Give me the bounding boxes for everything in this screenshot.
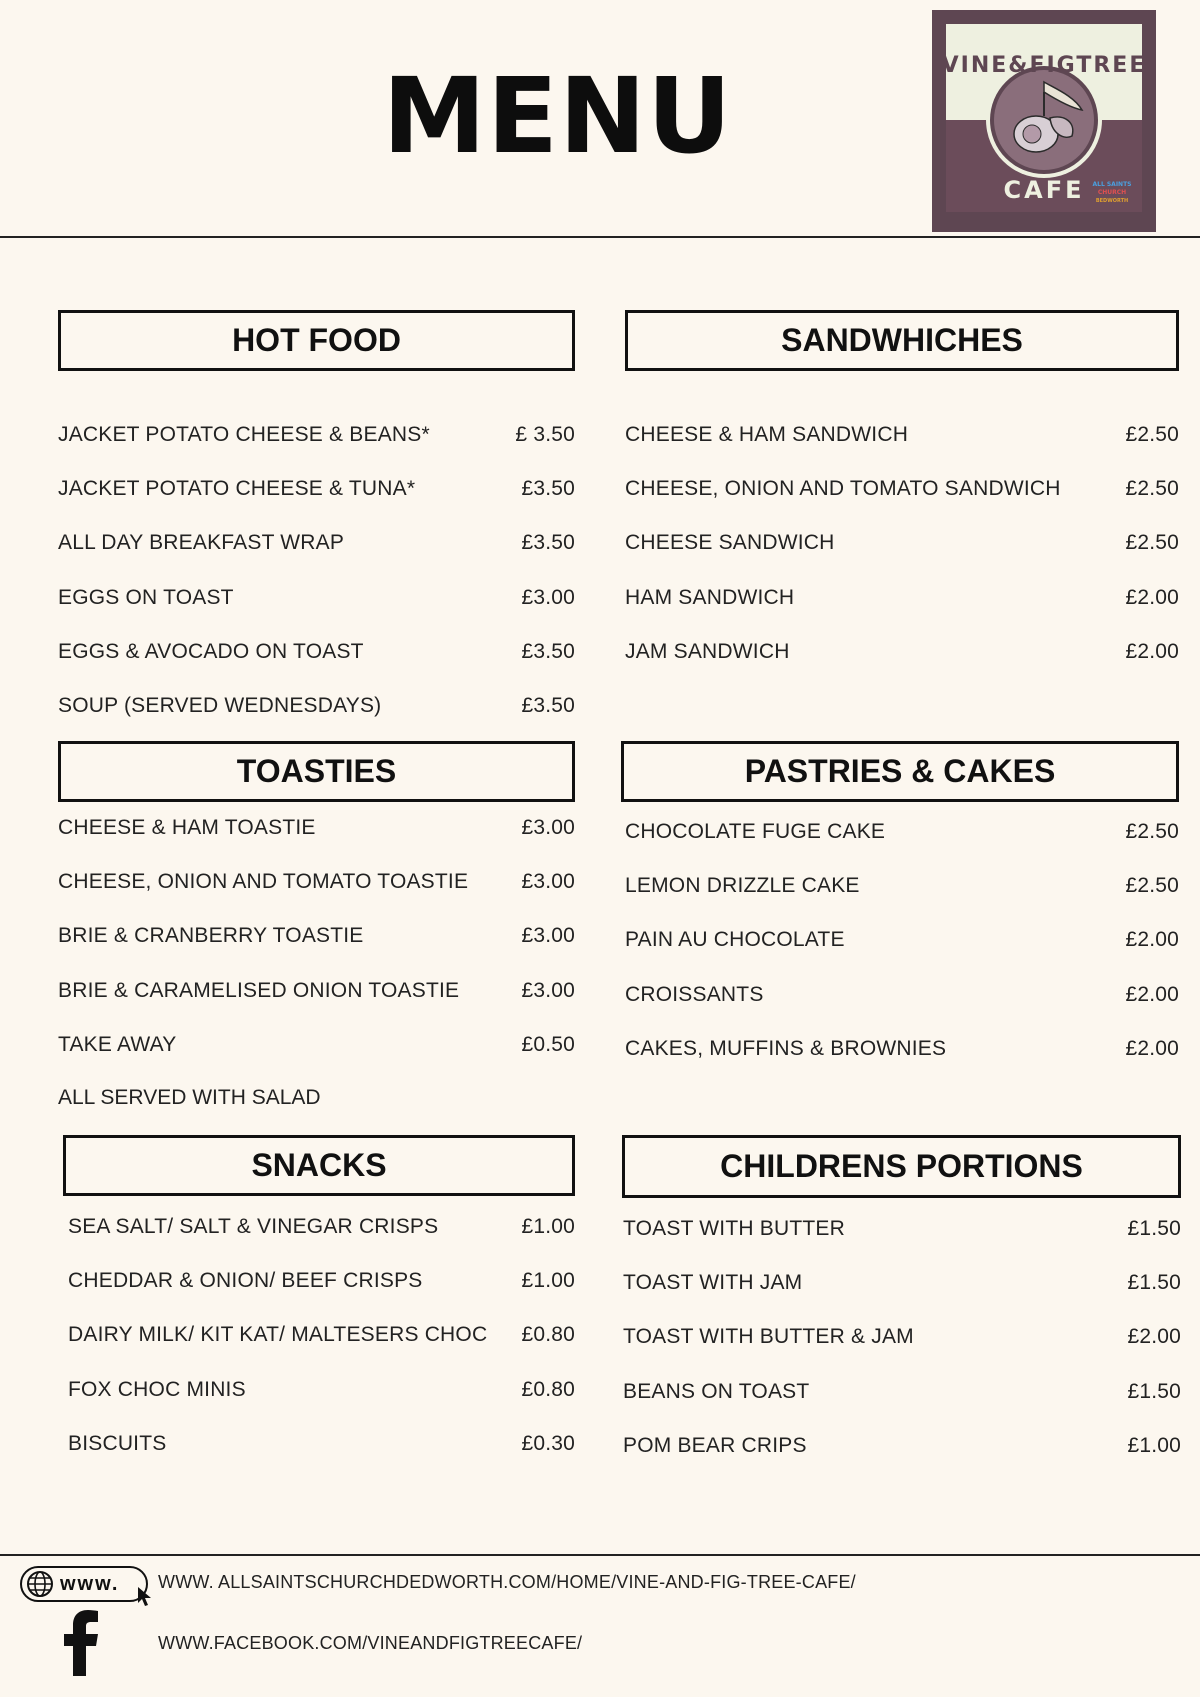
- menu-item: [68, 1429, 575, 1459]
- item-name: CHEDDAR & ONION/ BEEF CRISPS: [68, 1269, 423, 1292]
- item-name: EGGS ON TOAST: [58, 586, 234, 609]
- menu-item: [625, 420, 1179, 450]
- item-name: JAM SANDWICH: [625, 640, 790, 663]
- item-price: £2.00: [1125, 640, 1179, 663]
- item-price: £ 3.50: [515, 423, 575, 446]
- item-price: £1.00: [521, 1269, 575, 1292]
- item-price: £2.50: [1125, 820, 1179, 843]
- item-name: TAKE AWAY: [58, 1033, 177, 1056]
- item-price: £2.50: [1125, 477, 1179, 500]
- menu-item: [625, 583, 1179, 613]
- item-name: HAM SANDWICH: [625, 586, 795, 609]
- snacks-list: [68, 1212, 575, 1512]
- section-heading-hot-food: HOT FOOD: [58, 310, 575, 371]
- item-price: £2.00: [1125, 928, 1179, 951]
- www-label: www.: [60, 1572, 120, 1595]
- item-price: £2.00: [1127, 1325, 1181, 1348]
- item-name: SOUP (SERVED WEDNESDAYS): [58, 694, 382, 717]
- item-name: EGGS & AVOCADO ON TOAST: [58, 640, 364, 663]
- menu-item: [58, 691, 575, 721]
- item-price: £3.50: [521, 477, 575, 500]
- toasties-list: [58, 813, 575, 1113]
- item-price: £2.00: [1125, 983, 1179, 1006]
- menu-item: [623, 1377, 1181, 1407]
- footer-divider: [0, 1554, 1200, 1556]
- item-price: £2.50: [1125, 423, 1179, 446]
- item-price: £3.00: [521, 586, 575, 609]
- item-name: CHEESE, ONION AND TOMATO SANDWICH: [625, 477, 1061, 500]
- item-price: £3.00: [521, 979, 575, 1002]
- menu-item: [58, 813, 575, 843]
- menu-item: [623, 1268, 1181, 1298]
- item-name: CHEESE & HAM SANDWICH: [625, 423, 909, 446]
- logo-top-text: VINE&FIGTREE: [941, 53, 1147, 78]
- menu-item: [58, 867, 575, 897]
- item-name: TOAST WITH BUTTER & JAM: [623, 1325, 914, 1348]
- item-name: CHEESE, ONION AND TOMATO TOASTIE: [58, 870, 469, 893]
- globe-icon: [26, 1570, 54, 1598]
- page-title: MENU: [382, 55, 733, 177]
- item-price: £1.50: [1127, 1217, 1181, 1240]
- logo-bottom-text: CAFE: [1003, 176, 1085, 204]
- menu-item: [623, 1322, 1181, 1352]
- menu-item: [58, 921, 575, 951]
- menu-item: [58, 1030, 575, 1060]
- item-price: £2.50: [1125, 531, 1179, 554]
- item-name: CHEESE & HAM TOASTIE: [58, 816, 316, 839]
- item-price: £3.00: [521, 924, 575, 947]
- sandwiches-list: [625, 420, 1179, 680]
- item-name: BRIE & CRANBERRY TOASTIE: [58, 924, 364, 947]
- item-name: TOAST WITH JAM: [623, 1271, 803, 1294]
- menu-item: [58, 474, 575, 504]
- item-name: POM BEAR CRIPS: [623, 1434, 807, 1457]
- www-badge[interactable]: [20, 1566, 148, 1602]
- item-name: DAIRY MILK/ KIT KAT/ MALTESERS CHOC: [68, 1323, 488, 1346]
- section-heading-sandwiches: SANDWHICHES: [625, 310, 1179, 371]
- item-name: JACKET POTATO CHEESE & BEANS*: [58, 423, 430, 446]
- section-heading-toasties: TOASTIES: [58, 741, 575, 802]
- menu-item: [625, 474, 1179, 504]
- menu-item: [625, 925, 1179, 955]
- item-name: BEANS ON TOAST: [623, 1380, 810, 1403]
- item-name: LEMON DRIZZLE CAKE: [625, 874, 860, 897]
- item-name: JACKET POTATO CHEESE & TUNA*: [58, 477, 416, 500]
- item-price: £3.50: [521, 694, 575, 717]
- item-name: FOX CHOC MINIS: [68, 1378, 246, 1401]
- menu-item: [68, 1212, 575, 1242]
- facebook-icon[interactable]: [64, 1610, 100, 1676]
- menu-item: [623, 1214, 1181, 1244]
- menu-item: [625, 871, 1179, 901]
- pastries-list: [625, 817, 1179, 1117]
- item-price: £1.00: [1127, 1434, 1181, 1457]
- item-price: £0.80: [521, 1323, 575, 1346]
- menu-item: [625, 980, 1179, 1010]
- cafe-logo: [932, 10, 1156, 232]
- section-heading-childrens: CHILDRENS PORTIONS: [622, 1135, 1181, 1198]
- item-price: £0.50: [521, 1033, 575, 1056]
- menu-item: [623, 1431, 1181, 1461]
- toasties-note: ALL SERVED WITH SALAD: [58, 1086, 321, 1109]
- item-name: SEA SALT/ SALT & VINEGAR CRISPS: [68, 1215, 439, 1238]
- section-heading-snacks: SNACKS: [63, 1135, 575, 1196]
- item-price: £3.00: [521, 816, 575, 839]
- logo-badge-line-3: BEDWORTH: [1095, 198, 1129, 204]
- menu-item: [68, 1266, 575, 1296]
- item-price: £1.50: [1127, 1271, 1181, 1294]
- section-heading-pastries: PASTRIES & CAKES: [621, 741, 1179, 802]
- item-price: £3.50: [521, 531, 575, 554]
- menu-item: [625, 528, 1179, 558]
- website-link[interactable]: WWW. ALLSAINTSCHURCHDEDWORTH.COM/HOME/VINE-AND-FIG-TREE-CAFE/: [158, 1572, 856, 1592]
- menu-item: [58, 528, 575, 558]
- menu-item: [58, 976, 575, 1006]
- item-price: £2.50: [1125, 874, 1179, 897]
- item-name: BRIE & CARAMELISED ONION TOASTIE: [58, 979, 460, 1002]
- item-price: £0.30: [521, 1432, 575, 1455]
- item-name: ALL DAY BREAKFAST WRAP: [58, 531, 345, 554]
- menu-item: [58, 420, 575, 450]
- facebook-link[interactable]: WWW.FACEBOOK.COM/VINEANDFIGTREECAFE/: [158, 1633, 583, 1653]
- item-name: BISCUITS: [68, 1432, 167, 1455]
- item-name: CAKES, MUFFINS & BROWNIES: [625, 1037, 947, 1060]
- item-name: CROISSANTS: [625, 983, 764, 1006]
- menu-item: [68, 1320, 575, 1350]
- item-price: £2.00: [1125, 586, 1179, 609]
- menu-item: [625, 1034, 1179, 1064]
- item-price: £2.00: [1125, 1037, 1179, 1060]
- item-price: £1.50: [1127, 1380, 1181, 1403]
- logo-badge-line-2: CHURCH: [1097, 189, 1127, 196]
- hot-food-list: [58, 420, 575, 720]
- item-name: CHOCOLATE FUGE CAKE: [625, 820, 886, 843]
- item-name: TOAST WITH BUTTER: [623, 1217, 845, 1240]
- item-price: £1.00: [521, 1215, 575, 1238]
- logo-badge-line-1: ALL SAINTS: [1092, 181, 1132, 188]
- item-price: £0.80: [521, 1378, 575, 1401]
- menu-item: [58, 637, 575, 667]
- childrens-list: [623, 1214, 1181, 1514]
- item-price: £3.50: [521, 640, 575, 663]
- item-name: PAIN AU CHOCOLATE: [625, 928, 845, 951]
- menu-item: [58, 583, 575, 613]
- menu-item: [68, 1375, 575, 1405]
- menu-item: [625, 817, 1179, 847]
- menu-item: [625, 637, 1179, 667]
- header-divider: [0, 236, 1200, 238]
- cursor-icon: [136, 1586, 156, 1608]
- item-price: £3.00: [521, 870, 575, 893]
- item-name: CHEESE SANDWICH: [625, 531, 835, 554]
